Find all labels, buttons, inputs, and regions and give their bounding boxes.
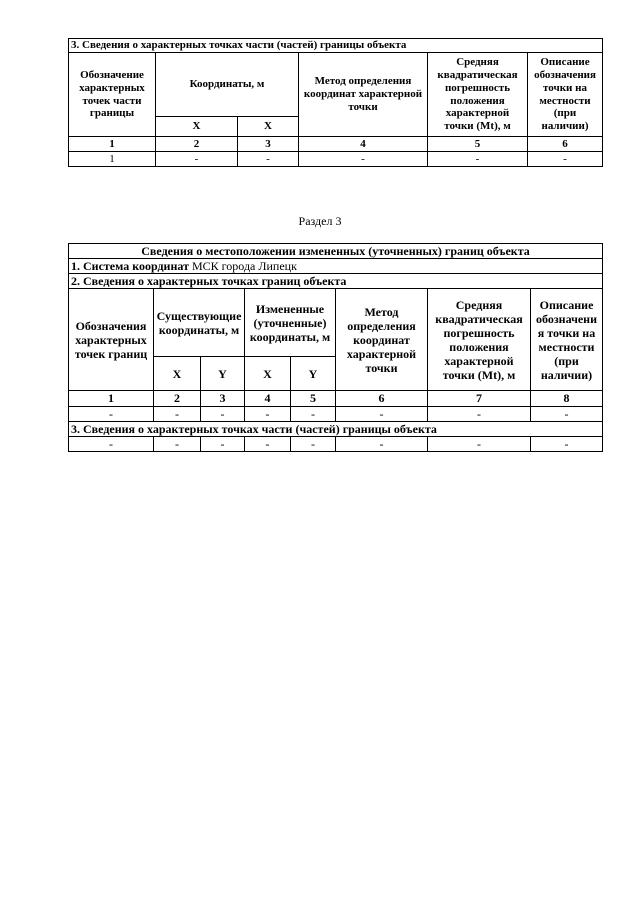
table-cell: -: [428, 152, 528, 167]
table-cell: -: [291, 406, 336, 421]
column-number: 3: [238, 137, 299, 152]
table1-caption: 3. Сведения о характерных точках части (частей) границы объекта: [69, 39, 603, 53]
table-cell: -: [156, 152, 238, 167]
table-cell: -: [154, 436, 201, 451]
header-changed-y: Y: [291, 357, 336, 391]
table-cell: -: [201, 436, 245, 451]
header-existing-coordinates: Существующие координаты, м: [154, 289, 245, 357]
parts-points-table: [68, 38, 603, 167]
header-changed-x: X: [245, 357, 291, 391]
table-cell: -: [428, 436, 531, 451]
column-number: 8: [531, 391, 603, 406]
table-cell: -: [69, 406, 154, 421]
table-cell: -: [528, 152, 603, 167]
column-number: 5: [428, 137, 528, 152]
table-cell: -: [201, 406, 245, 421]
table-cell: -: [336, 436, 428, 451]
table-cell: -: [428, 406, 531, 421]
table-cell: -: [299, 152, 428, 167]
subtitle-border-points: 2. Сведения о характерных точках границ объекта: [69, 274, 603, 289]
table-cell: -: [154, 406, 201, 421]
table-cell: -: [245, 436, 291, 451]
header-coord-x: X: [156, 117, 238, 137]
column-number: 7: [428, 391, 531, 406]
subtitle-part-points: 3. Сведения о характерных точках части (частей) границы объекта: [69, 421, 603, 436]
column-number: 6: [528, 137, 603, 152]
column-number: 5: [291, 391, 336, 406]
header-error: Средняя квадратическая погрешность положения характерной точки (Mt), м: [428, 53, 528, 137]
table-cell: -: [291, 436, 336, 451]
column-number: 6: [336, 391, 428, 406]
coordinate-system-value: МСК города Липецк: [188, 259, 297, 274]
column-number: 4: [245, 391, 291, 406]
table-cell: 1: [69, 152, 156, 167]
table3-title: Сведения о местоположении измененных (уточненных) границ объекта: [69, 244, 603, 259]
coordinate-system-row: [69, 259, 603, 274]
table-cell: -: [531, 436, 603, 451]
column-number: 2: [156, 137, 238, 152]
header-designation: Обозначения характерных точек границ: [69, 289, 154, 391]
table-cell: -: [238, 152, 299, 167]
header-description: Описание обозначения точки на местности (при наличии): [528, 53, 603, 137]
section-title: Раздел 3: [298, 214, 342, 228]
header-method: Метод определения координат характерной точки: [299, 53, 428, 137]
header-changed-coordinates: Измененные (уточненные) координаты, м: [245, 289, 336, 357]
table-cell: -: [531, 406, 603, 421]
table-cell: -: [336, 406, 428, 421]
column-number: 4: [299, 137, 428, 152]
table-row: [69, 406, 603, 421]
header-designation: Обозначение характерных точек части границы: [69, 53, 156, 137]
column-number: 2: [154, 391, 201, 406]
header-coordinates: Координаты, м: [156, 53, 299, 117]
column-number: 1: [69, 137, 156, 152]
header-existing-y: Y: [201, 357, 245, 391]
table-row: [69, 436, 603, 451]
header-existing-x: X: [154, 357, 201, 391]
table-cell: -: [245, 406, 291, 421]
column-number: 3: [201, 391, 245, 406]
table-row: [69, 152, 603, 167]
header-coord-x: X: [238, 117, 299, 137]
table-cell: -: [69, 436, 154, 451]
header-error: Средняя квадратическая погрешность положения характерной точки (Mt), м: [428, 289, 531, 391]
header-description: Описание обозначения точки на местности (при наличии): [531, 289, 603, 391]
coordinate-system-label: 1. Система координат: [71, 259, 189, 274]
header-method: Метод определения координат характерной точки: [336, 289, 428, 391]
column-number: 1: [69, 391, 154, 406]
changed-borders-table: [68, 243, 603, 452]
